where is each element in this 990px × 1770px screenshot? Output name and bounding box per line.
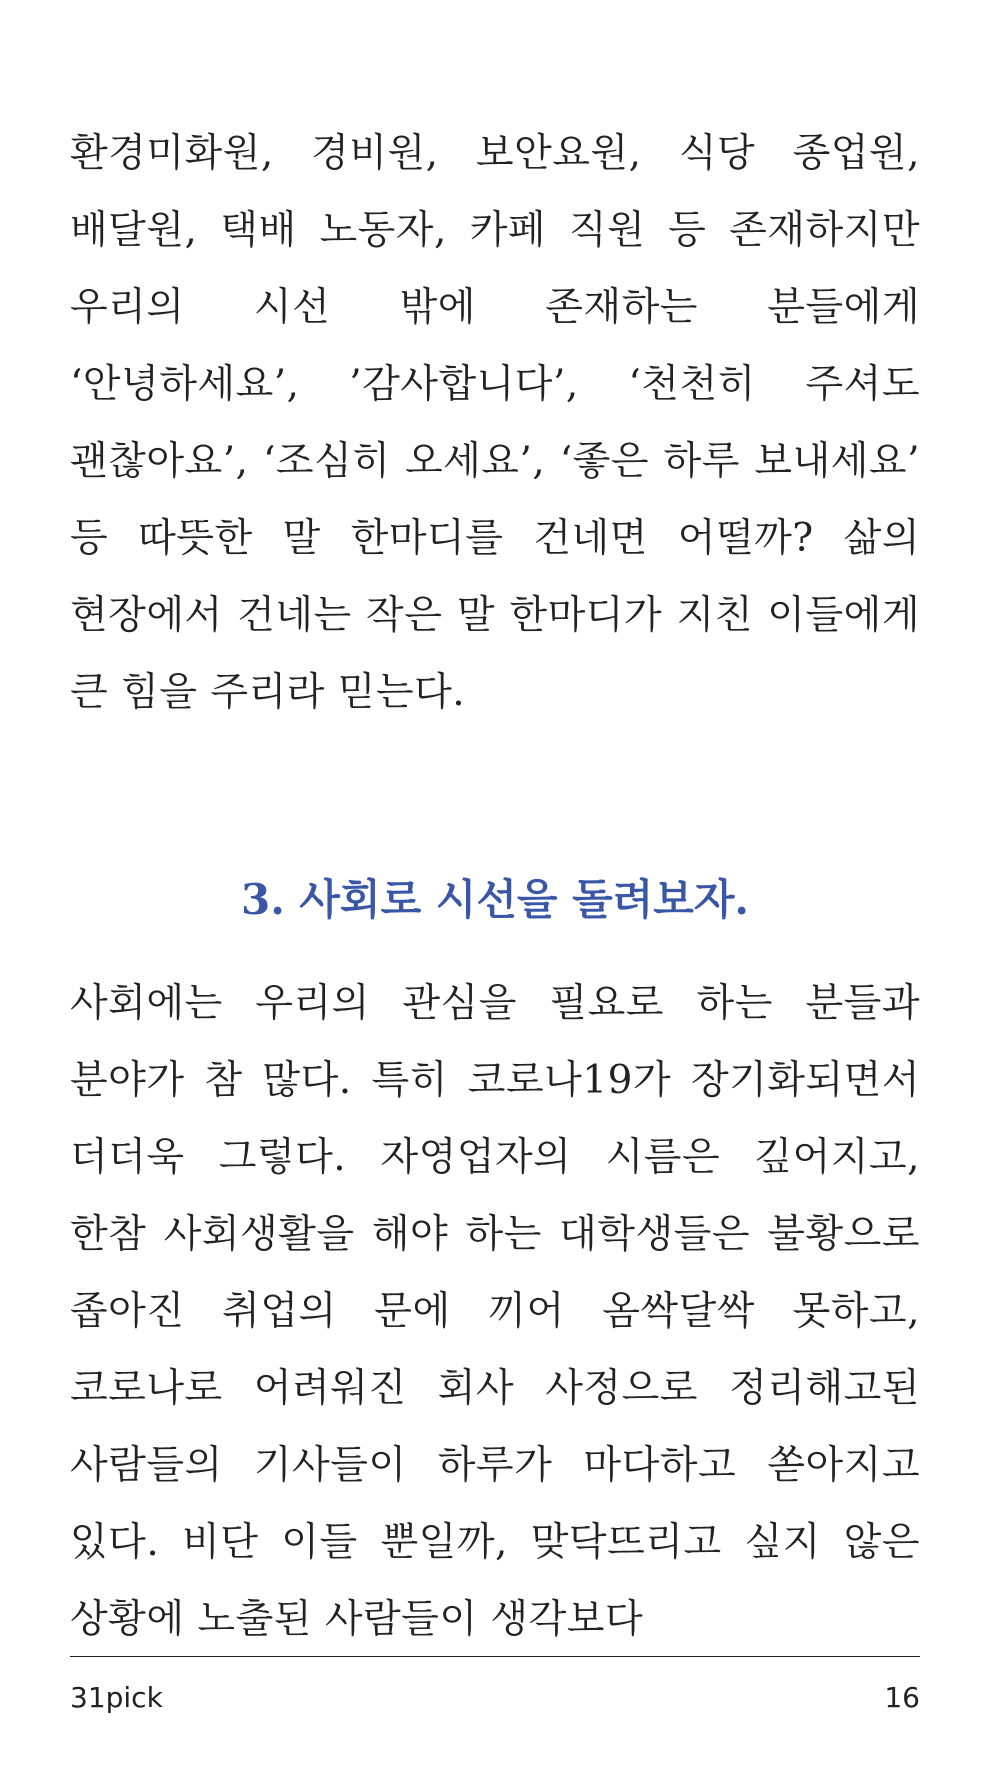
book-page [70, 0, 920, 1770]
section-heading: 3. 사회로 시선을 돌려보자. [240, 875, 750, 924]
footer-brand: 31pick [70, 1681, 163, 1714]
body-paragraph-bottom: 사회에는 우리의 관심을 필요로 하는 분들과 분야가 참 많다. 특히 코로나19가 장기화되면서 더더욱 그렇다. 자영업자의 시름은 깊어지고, 한참 사회생활을 해야 하는 대학생들은 불황으로 좁아진 취업의 문에 끼어 옴싹달싹 못하고, 코로나로 어려워진 회사 사정으로 정리해고된 사람들의 기사들이 하루가 마다하고 쏟아지고 있다. 비단 이들 뿐일까, 맞닥뜨리고 싶지 않은 상황에 노출된 사람들이 생각보다 [70, 981, 920, 1642]
footer-divider [70, 1656, 920, 1657]
body-paragraph-top: 환경미화원, 경비원, 보안요원, 식당 종업원, 배달원, 택배 노동자, 카페 직원 등 존재하지만 우리의 시선 밖에 존재하는 분들에게 ‘안녕하세요’, ’감사합니다’, ‘천천히 주셔도 괜찮아요’, ‘조심히 오세요’, ‘좋은 하루 보내세요’ 등 따뜻한 말 한마디를 건네면 어떨까? 삶의 현장에서 건네는 작은 말 한마디가 지친 이들에게 큰 힘을 주리라 믿는다. [70, 131, 920, 715]
page-number: 16 [884, 1681, 920, 1714]
